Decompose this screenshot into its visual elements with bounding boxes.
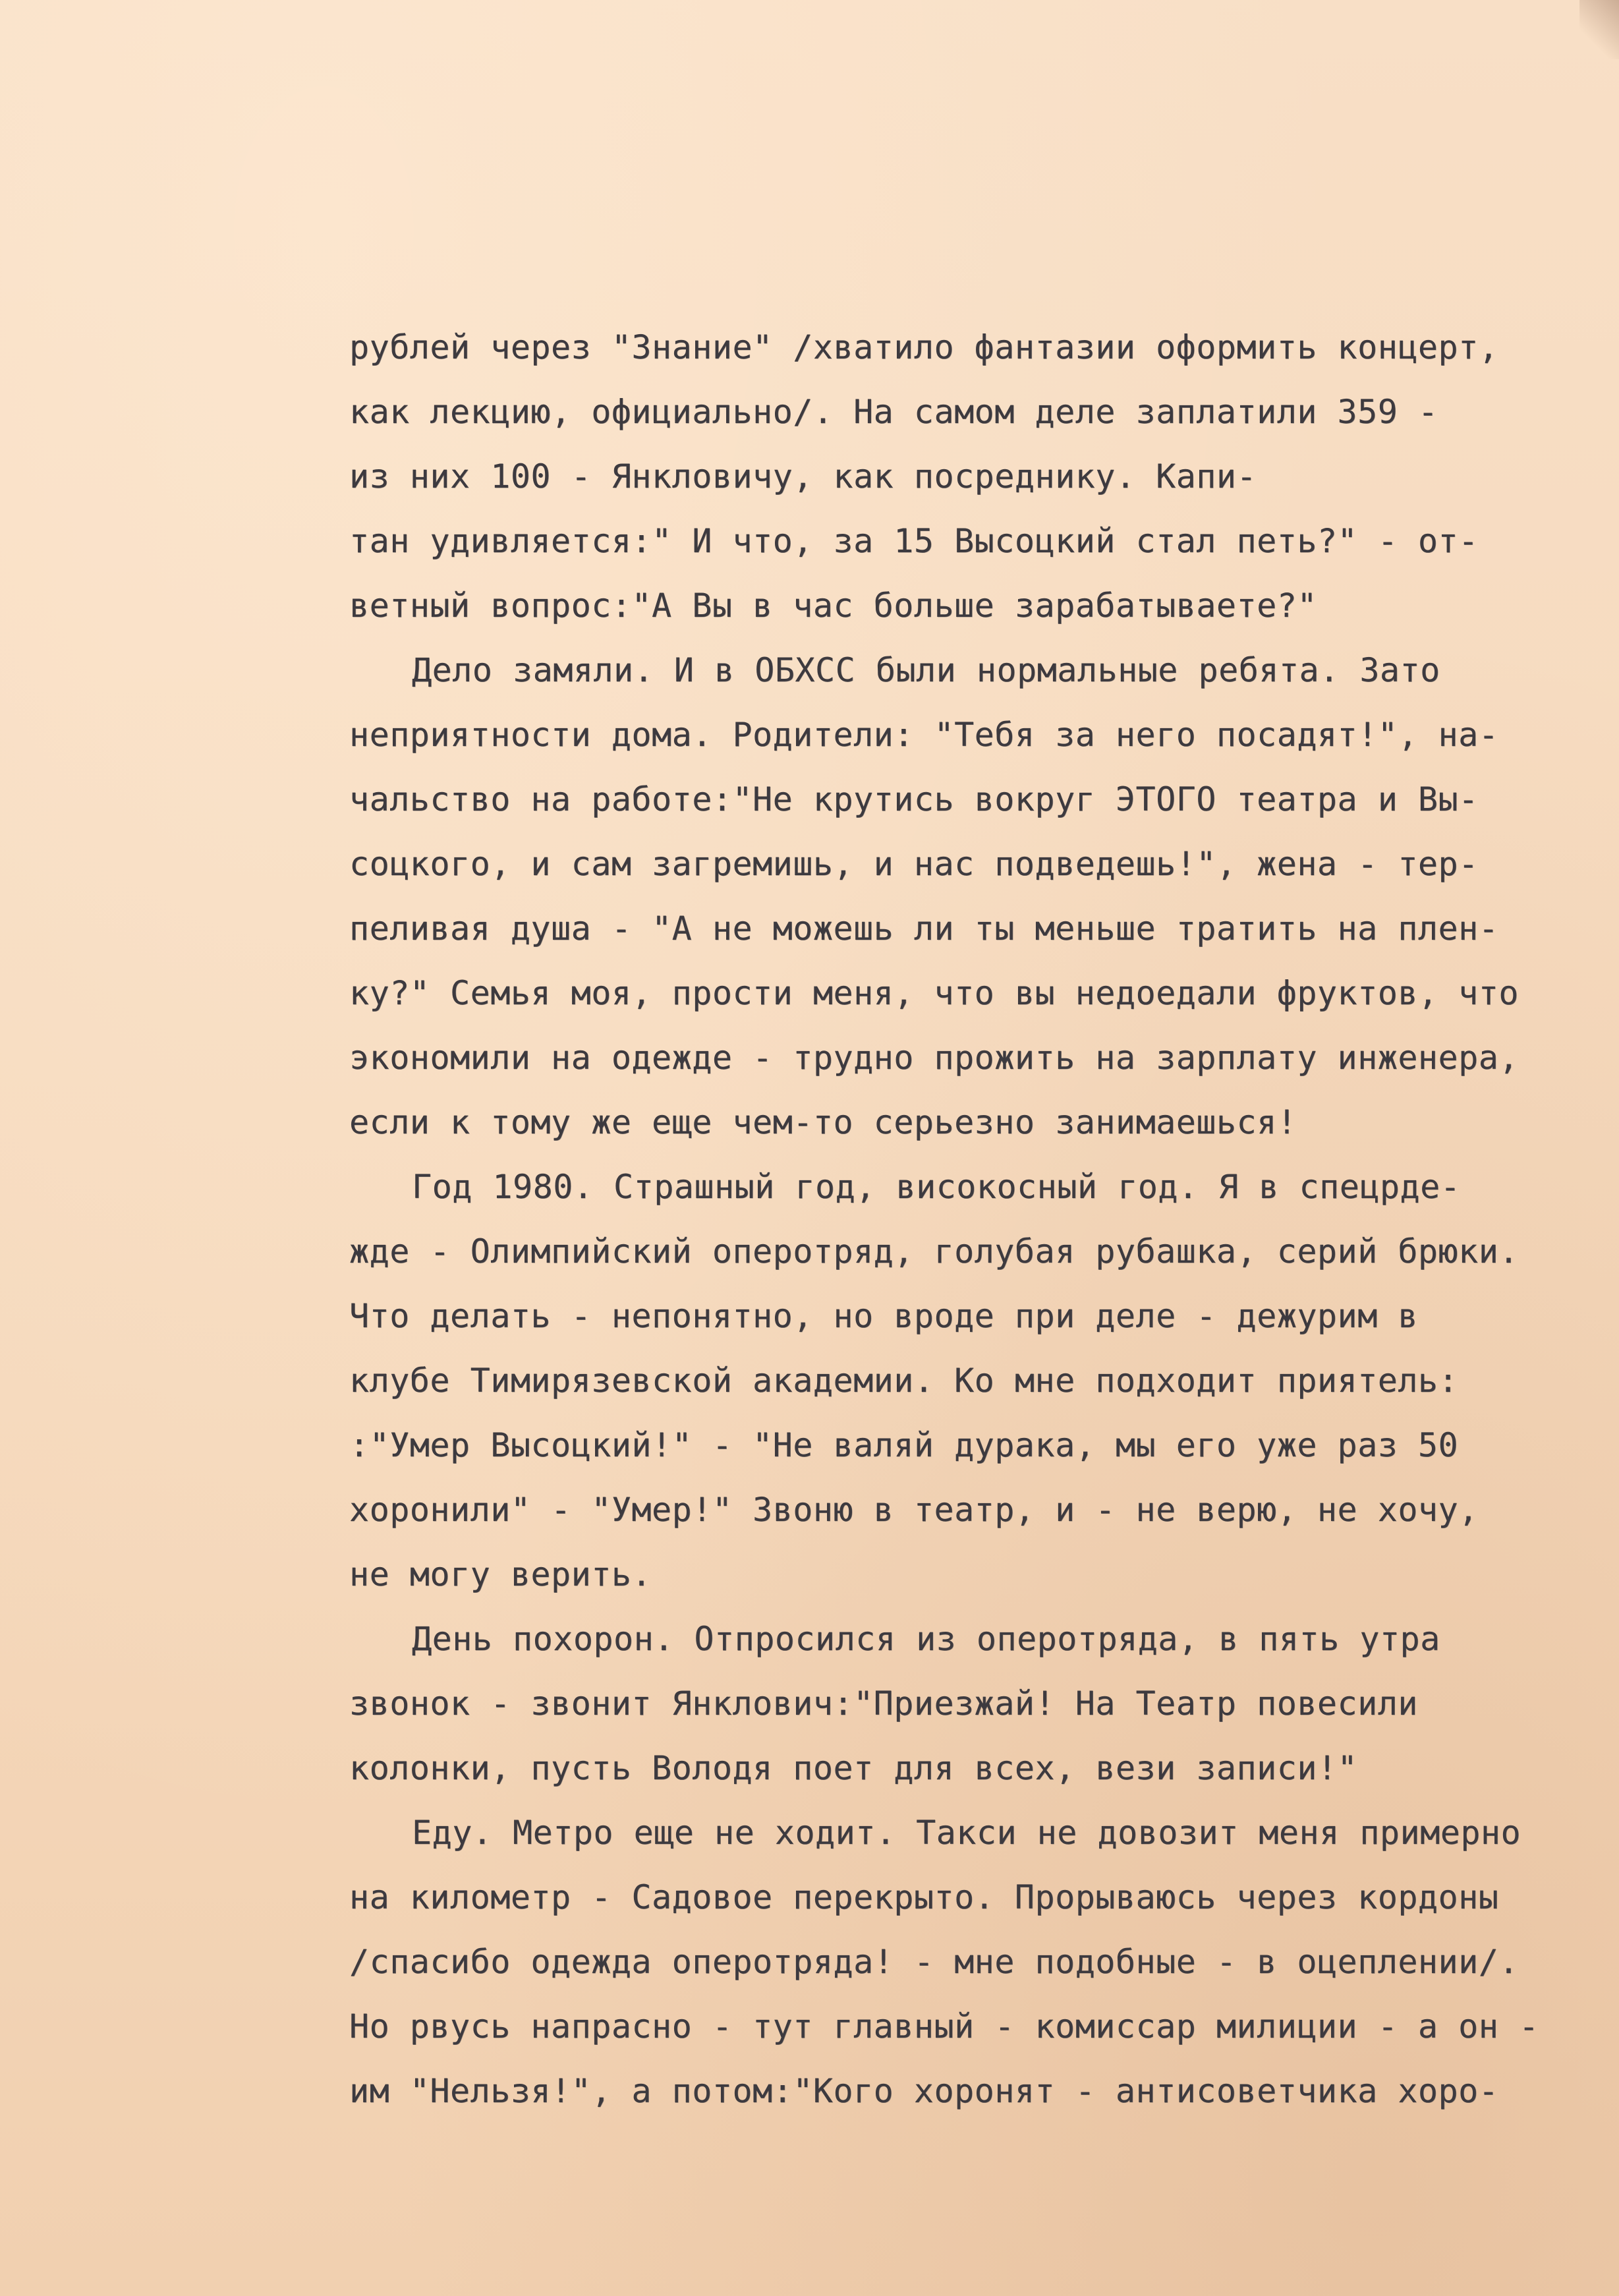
paragraph-first-line: День похорон. Отпросился из оперотряда, в пять утра [412,1620,1440,1658]
text-line: звонок - звонит Янклович:"Приезжай! На Театр повесили [349,1684,1418,1723]
text-line: как лекцию, официально/. На самом деле заплатили 359 - [349,393,1438,431]
text-line: соцкого, и сам загремишь, и нас подведешь!", жена - тер- [349,845,1479,883]
text-line: не могу верить. [349,1555,652,1593]
paragraph-first-line: Дело замяли. И в ОБХСС были нормальные ребята. Зато [412,651,1440,689]
text-line: ветный вопрос:"А Вы в час больше зарабатываете?" [349,587,1317,625]
text-line: ку?" Семья моя, прости меня, что вы недоедали фруктов, что [349,974,1519,1012]
text-line: если к тому же еще чем-то серьезно занимаешься! [349,1103,1297,1141]
text-line: клубе Тимирязевской академии. Ко мне подходит приятель: [349,1362,1459,1400]
text-line: им "Нельзя!", а потом:"Кого хоронят - антисоветчика хоро- [349,2072,1499,2110]
text-line: /спасибо одежда оперотряда! - мне подобные - в оцеплении/. [349,1943,1519,1981]
text-line: Что делать - непонятно, но вроде при деле - дежурим в [349,1297,1418,1335]
text-line: неприятности дома. Родители: "Тебя за него посадят!", на- [349,716,1499,754]
text-line: на километр - Садовое перекрыто. Прорываюсь через кордоны [349,1878,1499,1916]
paragraph-first-line: Еду. Метро еще не ходит. Такси не довозит меня примерно [412,1814,1521,1852]
text-line: Но рвусь напрасно - тут главный - комиссар милиции - а он - [349,2007,1539,2046]
text-line: колонки, пусть Володя поет для всех, вези записи!" [349,1749,1358,1787]
text-line: рублей через "Знание" /хватило фантазии оформить концерт, [349,328,1499,366]
text-line: экономили на одежде - трудно прожить на зарплату инженера, [349,1039,1519,1077]
typewritten-text [349,315,1539,2123]
text-line: из них 100 - Янкловичу, как посреднику. Капи- [349,457,1257,496]
text-line: тан удивляется:" И что, за 15 Высоцкий стал петь?" - от- [349,522,1479,560]
text-line: :"Умер Высоцкий!" - "Не валяй дурака, мы его уже раз 50 [349,1426,1459,1464]
text-line: жде - Олимпийский оперотряд, голубая рубашка, серий брюки. [349,1232,1519,1271]
text-line: хоронили" - "Умер!" Звоню в театр, и - не верю, не хочу, [349,1491,1479,1529]
text-line: пеливая душа - "А не можешь ли ты меньше тратить на плен- [349,909,1499,948]
paper-corner-shadow [1579,0,1619,59]
text-line: чальство на работе:"Не крутись вокруг ЭТОГО театра и Вы- [349,780,1479,818]
paragraph-first-line: Год 1980. Страшный год, високосный год. Я в спецрде- [412,1168,1461,1206]
